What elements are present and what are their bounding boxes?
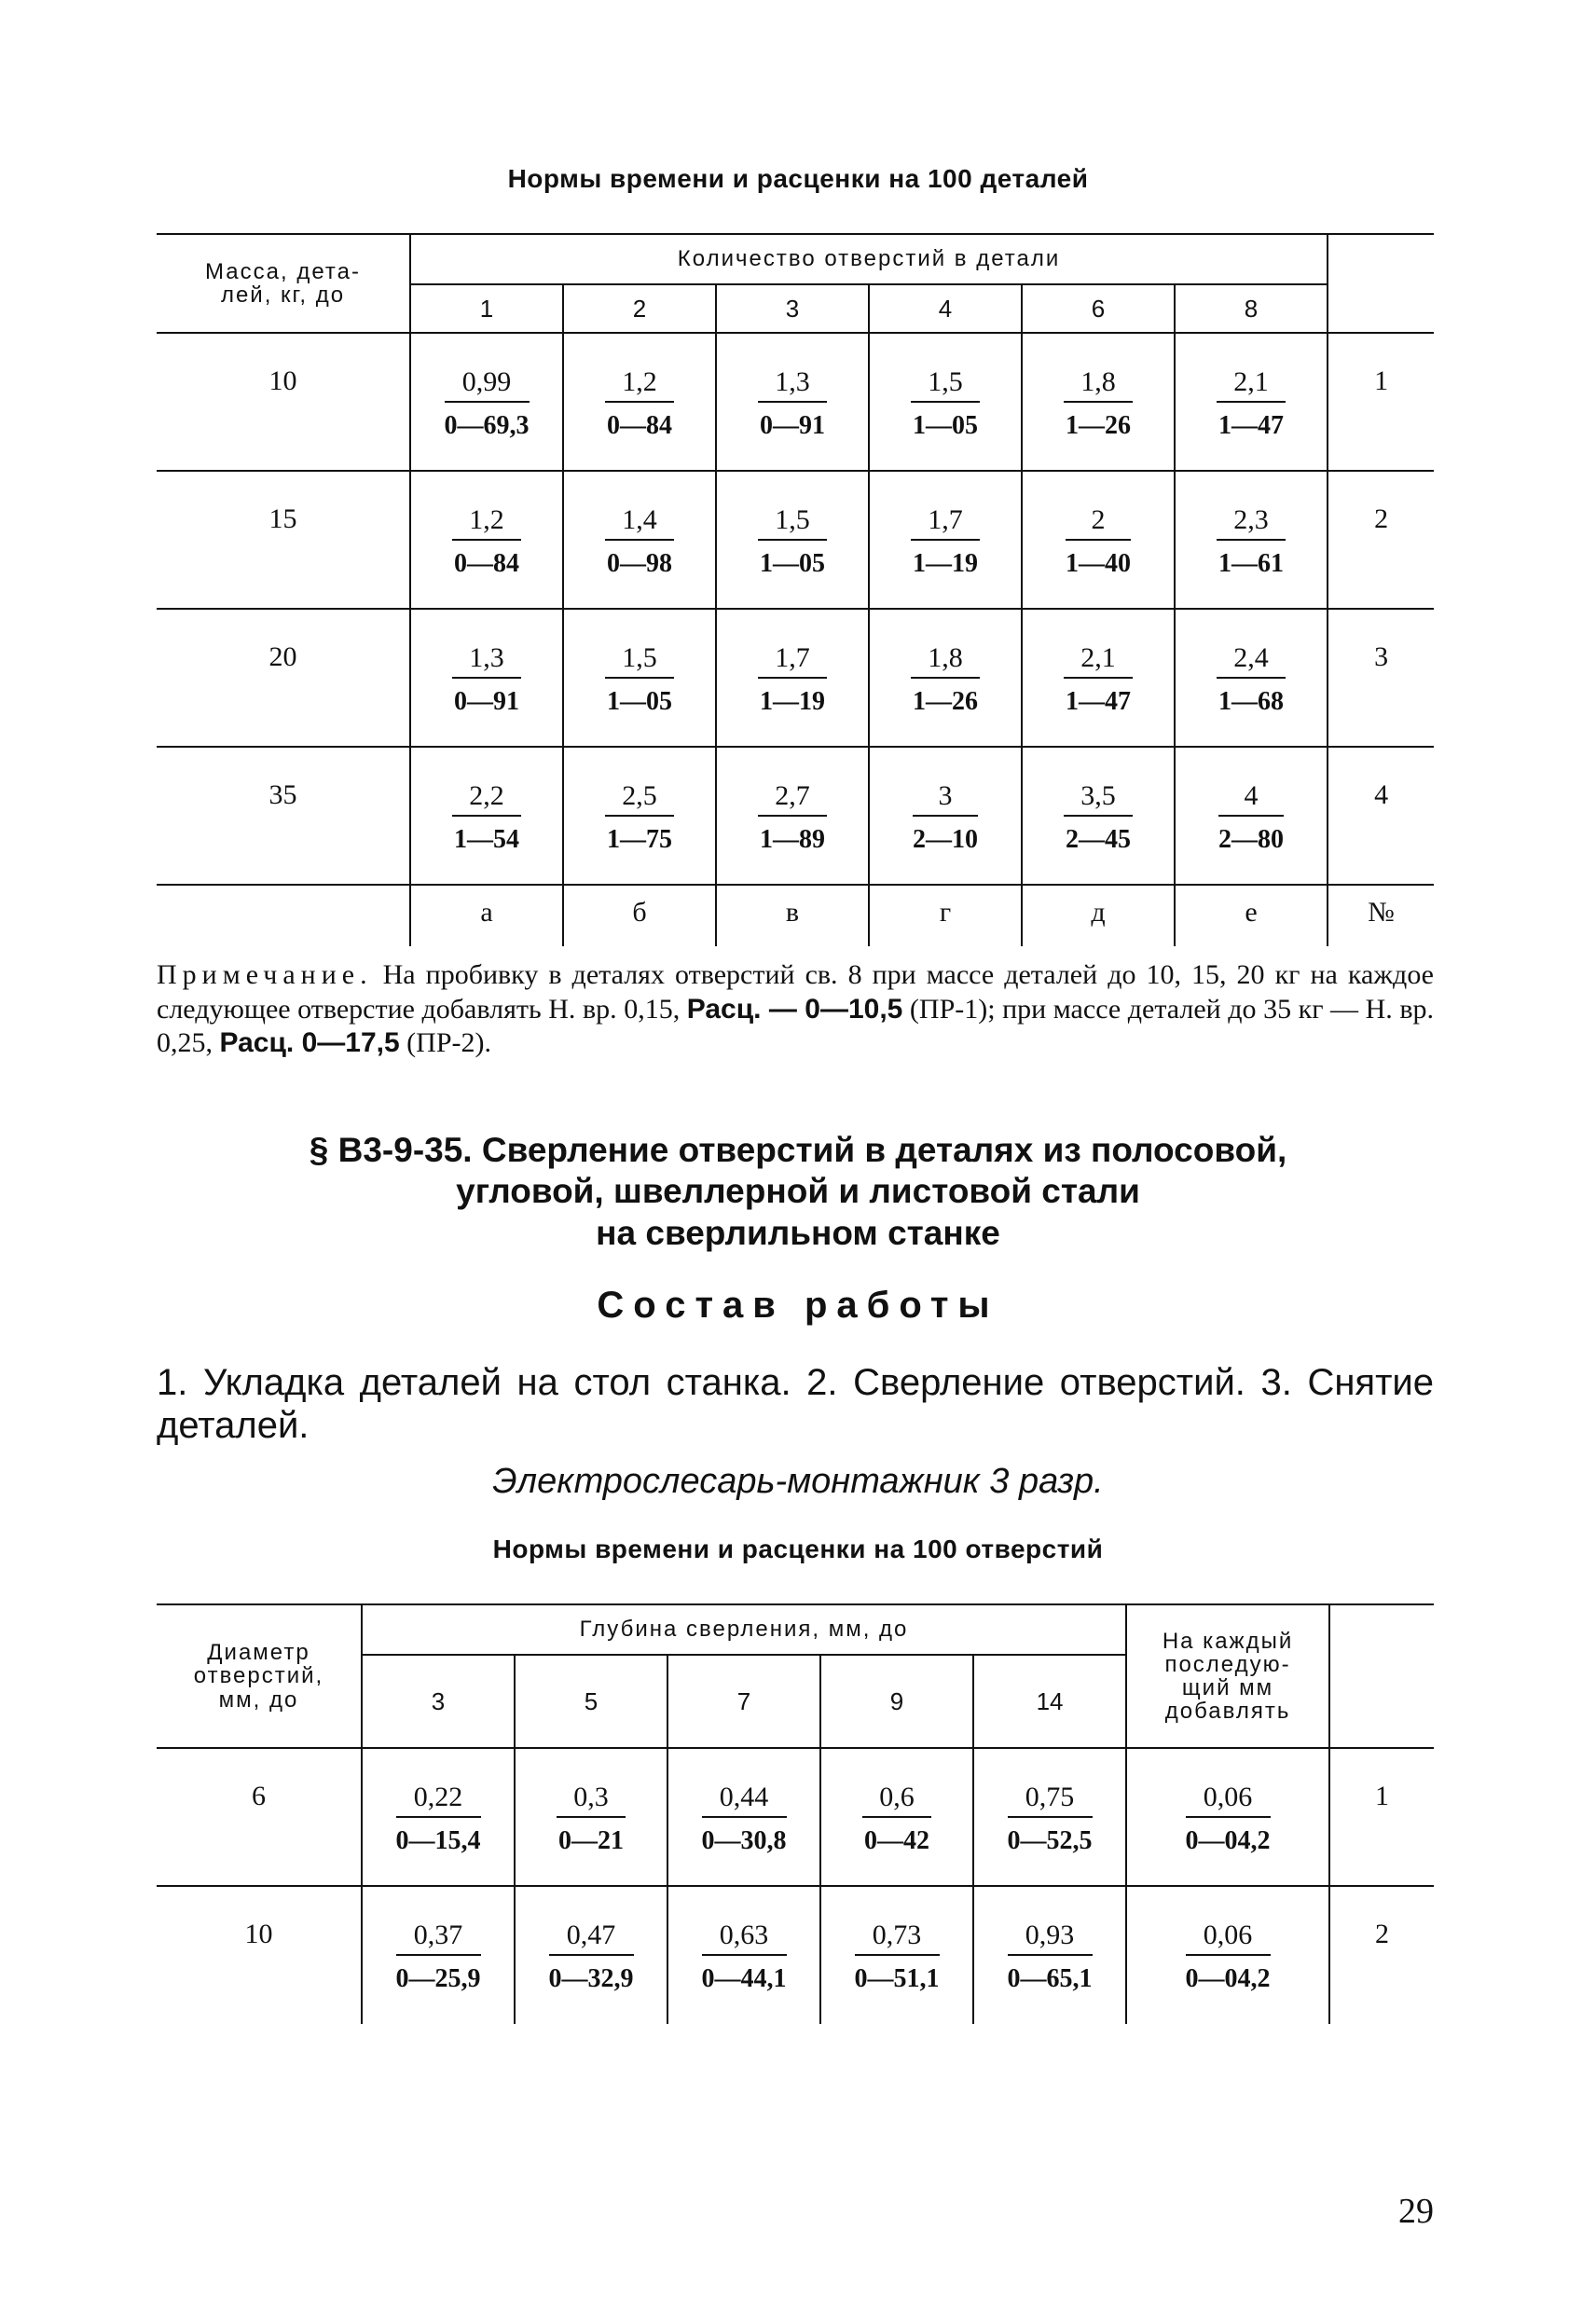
table-row (157, 609, 1434, 747)
fraction (1217, 503, 1286, 580)
fraction (1008, 1781, 1093, 1857)
fraction (605, 779, 674, 856)
table2-diameter-header-line3: мм, до (218, 1686, 299, 1713)
time-norm-value: 2,1 (1217, 365, 1286, 403)
rate-value: 1—26 (913, 687, 978, 716)
fraction (911, 365, 980, 442)
fraction (911, 641, 980, 718)
fraction (549, 1919, 634, 1995)
time-norm-value: 0,37 (396, 1919, 481, 1956)
table1-value-cell (869, 471, 1022, 609)
table1-value-cell (410, 333, 563, 471)
fraction (862, 1781, 931, 1857)
time-norm-value: 1,2 (605, 365, 674, 403)
fraction (452, 641, 521, 718)
fraction (702, 1781, 787, 1857)
table1-value-cell (869, 333, 1022, 471)
table1-mass-header-line2: лей, кг, до (220, 282, 346, 308)
table-row (157, 1886, 1434, 2024)
note-label: Примечание. (157, 959, 373, 990)
table2-col-header: 7 (667, 1655, 820, 1748)
table1-title: Нормы времени и расценки на 100 деталей (507, 164, 1089, 193)
time-norm-value: 1,5 (758, 503, 827, 541)
table1-value-cell (869, 747, 1022, 885)
composition-title: Состав работы (597, 1285, 999, 1326)
rate-value: 0—44,1 (701, 1964, 787, 1993)
table2-extra-header-line4: добавлять (1164, 1699, 1291, 1725)
table2-value-cell (515, 1748, 667, 1886)
note-rasc1: Расц. — 0—10,5 (686, 993, 903, 1025)
table2-extra-header-line3: щий мм (1181, 1675, 1274, 1700)
rate-value: 0—84 (607, 411, 672, 440)
fraction (1186, 1781, 1271, 1857)
section-heading-line3: на сверлильном станке (596, 1213, 1000, 1252)
time-norm-value: 0,73 (855, 1919, 940, 1956)
rate-value: 1—61 (1218, 549, 1285, 578)
rate-value: 0—32,9 (548, 1964, 634, 1993)
time-norm-value: 1,4 (605, 503, 674, 541)
table2-value-cell (362, 1748, 515, 1886)
table1-column-letter: д (1022, 885, 1175, 946)
table1-letters-row (157, 885, 1434, 946)
rate-value: 0—91 (454, 687, 519, 716)
rate-value: 0—69,3 (444, 411, 530, 440)
table1-row-number: 4 (1328, 747, 1434, 885)
table1-mass-cell: 35 (157, 747, 410, 885)
table1-value-cell (1175, 609, 1328, 747)
fraction (452, 779, 521, 856)
time-norm-value: 0,63 (702, 1919, 787, 1956)
table2-col-header: 3 (362, 1655, 515, 1748)
table1-value-cell (716, 333, 869, 471)
time-norm-value: 2,5 (605, 779, 674, 817)
table1-column-letter: е (1175, 885, 1328, 946)
fraction (1064, 641, 1133, 718)
table2-value-cell (973, 1886, 1126, 2024)
note-paragraph (157, 958, 1434, 1061)
note-rasc2: Расц. 0—17,5 (219, 1027, 400, 1059)
table1-column-letter: а (410, 885, 563, 946)
time-norm-value: 1,7 (911, 503, 980, 541)
table-row (157, 333, 1434, 471)
table2-diameter-cell: 10 (244, 1919, 273, 1949)
time-norm-value: 1,7 (758, 641, 827, 679)
fraction (396, 1781, 481, 1857)
time-norm-value: 0,44 (702, 1781, 787, 1818)
rate-value: 1—68 (1218, 687, 1285, 716)
table2-col-header: 9 (820, 1655, 973, 1748)
table2-extra-header-line2: последую- (1164, 1651, 1291, 1677)
fraction (758, 365, 827, 442)
section-heading (0, 1130, 1596, 1254)
section-heading-line1: § В3-9-35. Сверление отверстий в деталях из полосовой, (309, 1131, 1287, 1169)
table1-col-header: 1 (410, 284, 563, 333)
rate-value: 1—19 (913, 549, 978, 578)
table2-diameter-header-line2: отверстий, (193, 1663, 324, 1689)
table2-diameter-header (157, 1604, 362, 1748)
time-norm-value: 1,8 (1064, 365, 1133, 403)
table1-mass-header (157, 234, 410, 333)
fraction (605, 641, 674, 718)
time-norm-value: 0,75 (1008, 1781, 1093, 1818)
time-norm-value: 2 (1066, 503, 1131, 541)
table1-value-cell (716, 609, 869, 747)
rate-value: 2—10 (913, 825, 978, 854)
time-norm-value: 0,3 (557, 1781, 626, 1818)
table2-diameter-header-line1: Диаметр (207, 1640, 310, 1666)
note-text3: (ПР-2). (399, 1027, 491, 1059)
table1-mass-header-line1: Масса, дета- (205, 258, 361, 284)
fraction (758, 503, 827, 580)
fraction (855, 1919, 940, 1995)
time-norm-value: 2,1 (1064, 641, 1133, 679)
table2-value-cell (362, 1886, 515, 2024)
time-norm-value: 1,2 (452, 503, 521, 541)
table2-col-header: 14 (973, 1655, 1126, 1748)
time-norm-value: 1,8 (911, 641, 980, 679)
fraction (445, 365, 530, 442)
fraction (702, 1919, 787, 1995)
table1-row-number: 1 (1328, 333, 1434, 471)
time-norm-value: 0,22 (396, 1781, 481, 1818)
table2-row-number: 2 (1329, 1886, 1434, 2024)
time-norm-value: 4 (1218, 779, 1284, 817)
table1-value-cell (1175, 333, 1328, 471)
rate-value: 0—04,2 (1185, 1826, 1271, 1855)
table1-value-cell (1022, 471, 1175, 609)
table2-depth-header: Глубина сверления, мм, до (362, 1604, 1126, 1655)
page-number: 29 (1398, 2192, 1434, 2231)
fraction (758, 641, 827, 718)
fraction (605, 503, 674, 580)
table1-value-cell (1022, 609, 1175, 747)
note-text1: На пробивку в деталях отверстий св. 8 при массе деталей до 10, 15, 20 кг на каждое следующее отверстие добавлять Н. вр. 0,15, (157, 959, 1434, 1025)
fraction (1064, 779, 1133, 856)
time-norm-value: 0,93 (1008, 1919, 1093, 1956)
table2-value-cell (820, 1886, 973, 2024)
time-norm-value: 0,99 (445, 365, 530, 403)
table1-mass-cell: 10 (157, 333, 410, 471)
table1-no-label: № (1328, 885, 1434, 946)
table1-value-cell (410, 609, 563, 747)
rate-value: 0—52,5 (1007, 1826, 1093, 1855)
table1-col-header: 3 (716, 284, 869, 333)
table1-value-cell (716, 747, 869, 885)
table1-value-cell (563, 471, 716, 609)
rate-value: 0—91 (760, 411, 825, 440)
table2-value-cell (1126, 1748, 1329, 1886)
rate-value: 0—25,9 (395, 1964, 481, 1993)
fraction (605, 365, 674, 442)
table1-value-cell (563, 333, 716, 471)
rate-value: 1—05 (607, 687, 672, 716)
table1-mass-cell: 20 (157, 609, 410, 747)
table2-row-number: 1 (1329, 1748, 1434, 1886)
rate-value: 0—15,4 (395, 1826, 481, 1855)
table1-column-letter: в (716, 885, 869, 946)
rate-value: 1—26 (1066, 411, 1131, 440)
fraction (913, 779, 978, 856)
table2-title: Нормы времени и расценки на 100 отверстий (492, 1534, 1104, 1563)
table1-column-letter: б (563, 885, 716, 946)
time-norm-value: 0,6 (862, 1781, 931, 1818)
rate-value: 0—04,2 (1185, 1964, 1271, 1993)
table1-row-number: 3 (1328, 609, 1434, 747)
rate-value: 1—47 (1066, 687, 1131, 716)
rate-value: 1—19 (760, 687, 825, 716)
fraction (557, 1781, 626, 1857)
table1-value-cell (1022, 747, 1175, 885)
rate-value: 0—98 (607, 549, 672, 578)
table1-column-letter: г (869, 885, 1022, 946)
work-description: 1. Укладка деталей на стол станка. 2. Сверление отверстий. 3. Снятие деталей. (157, 1362, 1434, 1446)
table2-value-cell (820, 1748, 973, 1886)
note-text2: (ПР-1); при массе деталей до 35 кг — Н. вр. 0,25, (157, 993, 1434, 1059)
time-norm-value: 3 (913, 779, 978, 817)
table2 (157, 1603, 1434, 2024)
time-norm-value: 1,5 (911, 365, 980, 403)
table1-col-header: 2 (563, 284, 716, 333)
table2-value-cell (667, 1886, 820, 2024)
time-norm-value: 2,4 (1217, 641, 1286, 679)
table2-extra-header (1126, 1604, 1329, 1748)
table2-extra-header-line1: На каждый (1162, 1628, 1294, 1654)
time-norm-value: 0,47 (549, 1919, 634, 1956)
rate-value: 1—75 (607, 825, 672, 854)
rate-value: 0—51,1 (854, 1964, 940, 1993)
rate-value: 1—47 (1218, 411, 1285, 440)
fraction (1066, 503, 1131, 580)
time-norm-value: 2,7 (758, 779, 827, 817)
table-row (157, 1748, 1434, 1886)
table1-value-cell (869, 609, 1022, 747)
fraction (1008, 1919, 1093, 1995)
table1-value-cell (1022, 333, 1175, 471)
table1-holes-header: Количество отверстий в детали (410, 234, 1328, 284)
table2-value-cell (515, 1886, 667, 2024)
rate-value: 1—05 (913, 411, 978, 440)
time-norm-value: 0,06 (1186, 1781, 1271, 1818)
table1-value-cell (563, 747, 716, 885)
table2-value-cell (667, 1748, 820, 1886)
time-norm-value: 1,5 (605, 641, 674, 679)
table-row (157, 747, 1434, 885)
table1-col-header: 6 (1022, 284, 1175, 333)
rate-value: 0—42 (864, 1826, 929, 1855)
fraction (1218, 779, 1284, 856)
table1-row-number: 2 (1328, 471, 1434, 609)
table1-value-cell (716, 471, 869, 609)
rate-value: 2—80 (1218, 825, 1285, 854)
rate-value: 1—40 (1066, 549, 1131, 578)
table1-value-cell (410, 471, 563, 609)
fraction (1217, 641, 1286, 718)
table1-num-header (1328, 234, 1434, 333)
fraction (758, 779, 827, 856)
worker-qualification: Электрослесарь-монтажник 3 разр. (492, 1462, 1104, 1501)
fraction (1217, 365, 1286, 442)
table2-value-cell (973, 1748, 1126, 1886)
rate-value: 0—65,1 (1007, 1964, 1093, 1993)
table2-col-header: 5 (515, 1655, 667, 1748)
table-row (157, 471, 1434, 609)
time-norm-value: 1,3 (452, 641, 521, 679)
rate-value: 0—30,8 (701, 1826, 787, 1855)
time-norm-value: 2,2 (452, 779, 521, 817)
table1-col-header: 4 (869, 284, 1022, 333)
table1-mass-cell: 15 (157, 471, 410, 609)
rate-value: 1—89 (760, 825, 825, 854)
fraction (452, 503, 521, 580)
table2-diameter-cell: 6 (157, 1748, 362, 1886)
rate-value: 1—54 (454, 825, 519, 854)
rate-value: 2—45 (1066, 825, 1131, 854)
fraction (1064, 365, 1133, 442)
table2-value-cell (1126, 1886, 1329, 2024)
time-norm-value: 2,3 (1217, 503, 1286, 541)
rate-value: 0—84 (454, 549, 519, 578)
fraction (911, 503, 980, 580)
section-heading-line2: угловой, швеллерной и листовой стали (456, 1172, 1140, 1211)
table1-value-cell (1175, 471, 1328, 609)
table1-col-header: 8 (1175, 284, 1328, 333)
time-norm-value: 1,3 (758, 365, 827, 403)
fraction (396, 1919, 481, 1995)
time-norm-value: 0,06 (1186, 1919, 1271, 1956)
rate-value: 1—05 (760, 549, 825, 578)
table1 (157, 233, 1434, 946)
table1-value-cell (410, 747, 563, 885)
rate-value: 0—21 (558, 1826, 624, 1855)
time-norm-value: 3,5 (1064, 779, 1133, 817)
table1-value-cell (1175, 747, 1328, 885)
table1-value-cell (563, 609, 716, 747)
table2-num-header (1329, 1604, 1434, 1748)
fraction (1186, 1919, 1271, 1995)
table1-letters-empty (157, 885, 410, 946)
